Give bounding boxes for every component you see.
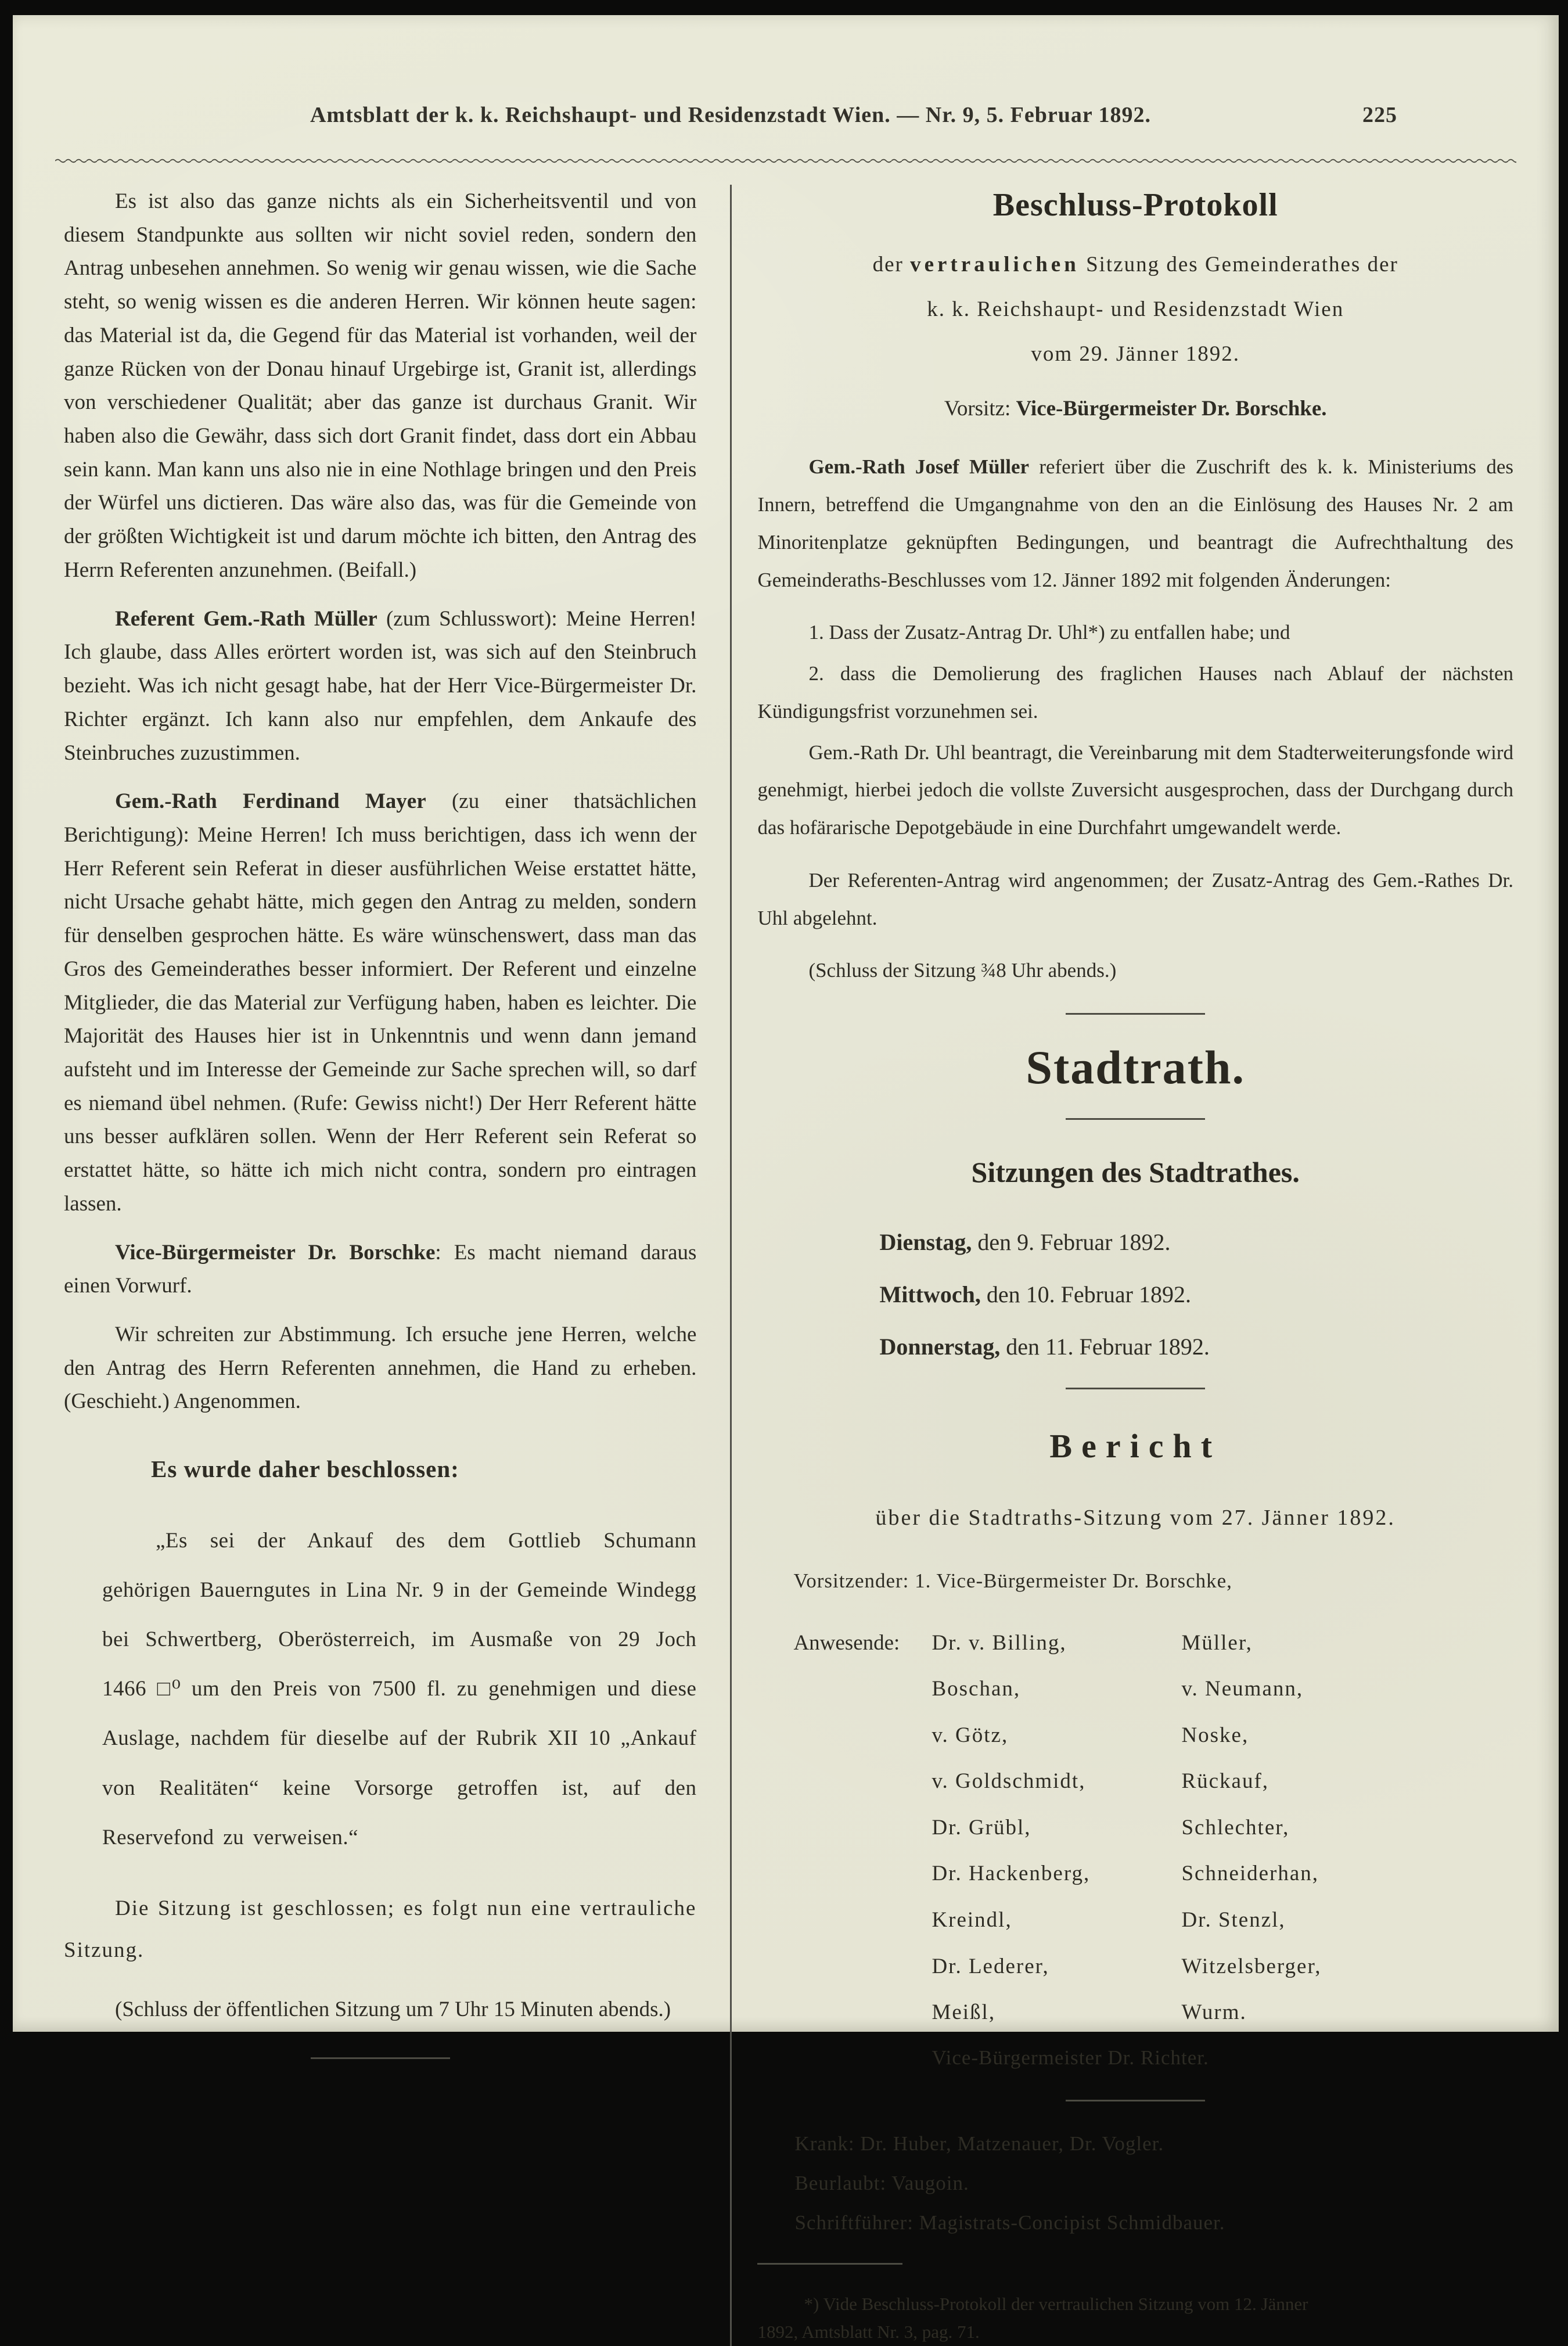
chairman-line: Vorsitzender: 1. Vice-Bürgermeister Dr. Borschke, (793, 1569, 1232, 1592)
session-day: Dienstag, (879, 1228, 972, 1255)
amendment-item-1: 1. Dass der Zusatz-Antrag Dr. Uhl*) zu entfallen habe; und (808, 621, 1290, 644)
attendee-name: Schlechter, (1181, 1815, 1290, 1840)
paragraph-mayer-text: (zu einer thatsächlichen Berichtigung): Meine Herren! Ich muss berichtigen, dass ich wenn der Herr Referent sein Referat in dieser ausführlichen Weise erstattet hätte, nicht Ursache gehabt hätte, mich gegen den Antrag zu melden, sondern für denselben gesprochen hätte. Es wäre wünschenswert, dass man das Gros des Gemeinderathes besser informiert. Der Referent und einzelne Mitglieder, die das Material zur Verfügung haben, haben es leichter. Die Majorität des Hauses hier ist in Unkenntnis und wenn dann jemand aufsteht und im Interesse der Gemeinde zur Sache sprechen will, so darf es niemand übel nehmen. (Rufe: Gewiss nicht!) Der Herr Referent hätte uns besser aufklären sollen. Wenn der Herr Referent sein Referat so erstattet hätte, so hätte ich mich nicht contra, sondern pro eintragen lassen. (64, 789, 697, 1216)
attendee-name: Dr. v. Billing, (932, 1630, 1067, 1655)
subtitle-1-post: Sitzung des Gemeinderathes der (1079, 253, 1398, 277)
footnote-separator (757, 2263, 902, 2265)
attendee-name: Schneiderhan, (1181, 1862, 1319, 1886)
vorsitz-label: Vorsitz: (944, 396, 1016, 421)
session-close-note: (Schluss der Sitzung ¾8 Uhr abends.) (808, 959, 1117, 982)
attendee-name: Kreindl, (932, 1907, 1012, 1932)
masthead (13, 15, 1559, 128)
right-column (730, 185, 1513, 2346)
protokoll-subtitle-3: vom 29. Jänner 1892. (1031, 342, 1240, 366)
protokoll-title: Beschluss-Protokoll (992, 187, 1278, 223)
session-date-text: den 9. Februar 1892. (972, 1228, 1171, 1255)
short-rule-1 (1066, 1013, 1205, 1015)
attendee-name: Witzelsberger, (1181, 1954, 1322, 1978)
subtitle-1-emphasis: vertraulichen (910, 253, 1080, 277)
krank-line: Krank: Dr. Huber, Matzenauer, Dr. Vogler. (794, 2132, 1164, 2155)
attendee-name: Dr. Grübl, (932, 1815, 1031, 1840)
attendee-name: Noske, (1181, 1723, 1249, 1747)
protokoll-subtitle-1 (757, 247, 1513, 283)
paragraph-uhl: Gem.-Rath Dr. Uhl beantragt, die Vereinbarung mit dem Stadterweiterungsfonde wird genehmigt, hierbei jedoch die vollste Zuversicht ausgesprochen, dass der Durchgang durch das hofärarische Depotgebäude in eine Durchfahrt umgewandelt werde. (757, 741, 1513, 839)
vice-buergermeister-richter: Vice-Bürgermeister Dr. Richter. (932, 2046, 1209, 2069)
attendees-list (793, 1620, 1513, 2036)
attendee-name: Meißl, (932, 2000, 996, 2025)
attendees-column-right (1181, 1620, 1431, 2036)
heading-sitzungen: Sitzungen des Stadtrathes. (971, 1156, 1300, 1189)
amendment-item-2: 2. dass die Demolierung des fraglichen Hauses nach Ablauf der nächsten Kündigungsfrist vorzunehmen sei. (757, 662, 1513, 723)
heading-bericht: Bericht (1049, 1427, 1222, 1465)
session-date (879, 1330, 1513, 1364)
bericht-subtitle: über die Stadtraths-Sitzung vom 27. Jänner 1892. (875, 1506, 1396, 1531)
schriftfuehrer-line: Schriftführer: Magistrats-Concipist Schmidbauer. (794, 2211, 1225, 2234)
paragraph-mueller (64, 602, 696, 770)
attendee-name: Dr. Lederer, (932, 1954, 1049, 1978)
paragraph-borschke-text: : Es macht niemand daraus einen Vorwurf. (64, 1240, 697, 1298)
session-day: Mittwoch, (879, 1281, 981, 1307)
attendees-column-left (932, 1620, 1181, 2036)
page-body (13, 164, 1559, 2346)
beurlaubt-line: Beurlaubt: Vaugoin. (794, 2172, 969, 2195)
paragraph-speech-continuation: Es ist also das ganze nichts als ein Sicherheitsventil und von diesem Standpunkte aus sollten wir nicht soviel reden, sondern den Antrag unbesehen annehmen. So wenig wir genau wissen, wie die Sache steht, so wenig wissen es die anderen Herren. Wir können heute sagen: das Material ist da, die Gegend für das Material ist vorhanden, weil der ganze Rücken von der Donau hinauf Urgebirge ist, Granit ist, allerdings von verschiedener Qualität; aber das ganze ist durchaus Granit. Wir haben also die Gewähr, dass sich dort Granit findet, dass dort ein Abbau sein kann. Man kann uns also nie in eine Nothlage bringen und den Preis der Würfel uns dictieren. Das wäre also das, was für die Gemeinde von der größten Wichtigkeit ist und darum möchte ich bitten, den Antrag des Herrn Referenten anzunehmen. (Beifall.) (64, 189, 697, 582)
session-end-note: (Schluss der öffentlichen Sitzung um 7 Uhr 15 Minuten abends.) (115, 1997, 671, 2022)
paragraph-abstimmung: Wir schreiten zur Abstimmung. Ich ersuche jene Herren, welche den Antrag des Herrn Referenten annehmen, die Hand zu erheben. (Geschieht.) Angenommen. (64, 1323, 697, 1414)
attendee-name: Wurm. (1181, 2000, 1247, 2025)
speaker-name-borschke: Vice-Bürgermeister Dr. Borschke (115, 1240, 436, 1264)
short-rule-left-column (311, 2057, 450, 2059)
short-rule-2 (1066, 1118, 1205, 1120)
paragraph-mayer (64, 785, 696, 1220)
attendee-name: Dr. Hackenberg, (932, 1862, 1091, 1886)
wavy-divider (55, 158, 1516, 164)
paragraph-borschke (64, 1236, 696, 1303)
paragraph-mueller-text: (zum Schlusswort): Meine Herren! Ich glaube, dass Alles erörtert worden ist, was sich auf den Steinbruch bezieht. Was ich nicht gesagt habe, hat der Herr Vice-Bürgermeister Dr. Richter ergänzt. Ich kann also nur empfehlen, dem Ankaufe des Steinbruches zuzustimmen. (64, 606, 697, 765)
speaker-name-mayer: Gem.-Rath Ferdinand Mayer (115, 789, 426, 814)
attendee-name: Rückauf, (1181, 1769, 1269, 1794)
paragraph-josef-mueller (757, 448, 1513, 599)
page-number: 225 (1362, 103, 1397, 127)
paragraph-josef-mueller-text: referiert über die Zuschrift des k. k. Ministeriums des Innern, betreffend die Umgangnahme von den an die Einlösung des Hauses Nr. 2 am Minoritenplatze geknüpften Bedingungen, und beantragt die Aufrechthaltung des Gemeinderaths-Beschlusses vom 12. Jänner 1892 mit folgenden Änderungen: (757, 455, 1513, 591)
attendee-name: Boschan, (932, 1677, 1021, 1701)
footnote (757, 2290, 1513, 2346)
session-date (879, 1277, 1513, 1312)
attendee-name: v. Götz, (932, 1723, 1009, 1747)
speaker-name-mueller: Referent Gem.-Rath Müller (115, 606, 377, 631)
session-day: Donnerstag, (879, 1333, 1001, 1360)
session-date (879, 1225, 1513, 1260)
session-date-text: den 10. Februar 1892. (980, 1281, 1191, 1307)
attendee-name: v. Goldschmidt, (932, 1769, 1086, 1794)
attendee-name: Dr. Stenzl, (1181, 1907, 1286, 1932)
footnote-line-1: *) Vide Beschluss-Protokoll der vertraulichen Sitzung vom 12. Jänner (804, 2293, 1308, 2314)
session-date-text: den 11. Februar 1892. (1000, 1333, 1210, 1360)
decision-heading: Es wurde daher beschlossen: (151, 1456, 459, 1483)
vorsitz-line (757, 389, 1513, 429)
speaker-name-josef-mueller: Gem.-Rath Josef Müller (808, 455, 1030, 479)
section-heading-stadtrath: Stadtrath. (1026, 1041, 1246, 1094)
vorsitz-name: Vice-Bürgermeister Dr. Borschke. (1016, 396, 1327, 421)
masthead-title: Amtsblatt der k. k. Reichshaupt- und Residenzstadt Wien. — Nr. 9, 5. Februar 1892. (310, 103, 1152, 127)
paragraph-result: Der Referenten-Antrag wird angenommen; der Zusatz-Antrag des Gem.-Rathes Dr. Uhl abgelehnt. (757, 868, 1513, 929)
subtitle-1-pre: der (872, 253, 911, 277)
left-column (64, 185, 730, 2346)
footnote-line-2: 1892, Amtsblatt Nr. 3, pag. 71. (757, 2321, 980, 2342)
attendees-label: Anwesende: (793, 1630, 900, 1655)
attendee-name: Müller, (1181, 1630, 1253, 1655)
short-rule-4 (1066, 2100, 1205, 2101)
scanned-page (13, 15, 1559, 2342)
closing-statement: Die Sitzung ist geschlossen; es folgt nun eine vertrauliche Sitzung. (64, 1896, 697, 1962)
short-rule-3 (1066, 1388, 1205, 1389)
decision-quote: „Es sei der Ankauf des dem Gottlieb Schumann gehörigen Bauerngutes in Lina Nr. 9 in der Gemeinde Windegg bei Schwertberg, Oberösterreich, im Ausmaße von 29 Joch 1466 □⁰ um den Preis von 7500 fl. zu genehmigen und diese Auslage, nachdem für dieselbe auf der Rubrik XII 10 „Ankauf von Realitäten“ keine Vorsorge getroffen ist, auf den Reservefond zu verweisen.“ (102, 1529, 697, 1849)
protokoll-subtitle-2: k. k. Reichshaupt- und Residenzstadt Wien (927, 297, 1344, 322)
attendee-name: v. Neumann, (1181, 1677, 1304, 1701)
